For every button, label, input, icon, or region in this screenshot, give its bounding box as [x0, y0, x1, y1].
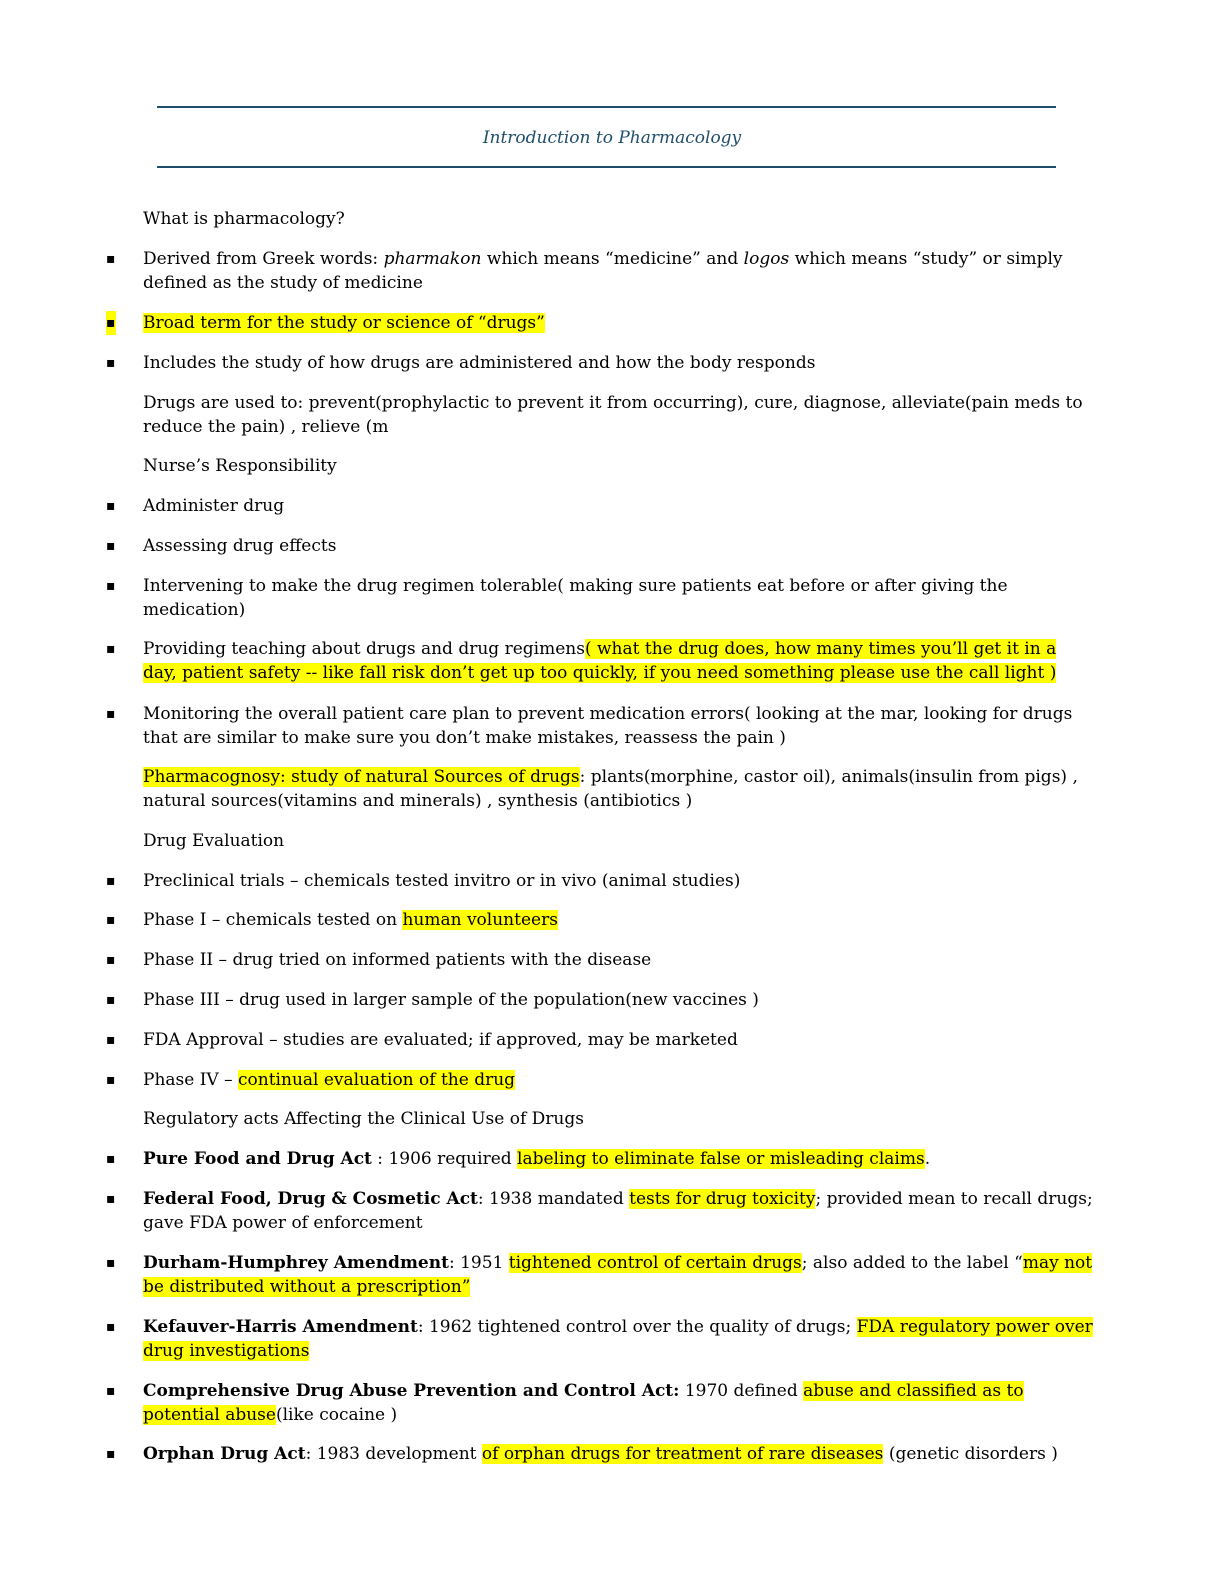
list-item-greek-origin: Derived from Greek words: pharmakon which means “medicine” and logos which means “study” or simply [143, 249, 1063, 269]
paragraph-pharmacognosy-cont: natural sources(vitamins and minerals) , synthesis (antibiotics ) [143, 791, 693, 811]
list-item-assessing: Assessing drug effects [143, 536, 337, 556]
list-item-federal-act-cont: gave FDA power of enforcement [143, 1213, 423, 1233]
heading-drug-evaluation: Drug Evaluation [143, 831, 285, 851]
bullet-marker: ▪ [106, 873, 116, 889]
bullet-marker: ▪ [106, 1191, 116, 1207]
list-item-includes: Includes the study of how drugs are administered and how the body responds [143, 353, 816, 373]
heading-regulatory-acts: Regulatory acts Affecting the Clinical Use of Drugs [143, 1109, 584, 1129]
list-item-phase-3: Phase III – drug used in larger sample of the population(new vaccines ) [143, 990, 759, 1010]
list-item-federal-act: Federal Food, Drug & Cosmetic Act: 1938 mandated tests for drug toxicity; provided mean to recall drugs; [143, 1189, 1093, 1209]
paragraph-drugs-used: Drugs are used to: prevent(prophylactic to prevent it from occurring), cure, diagnose, alleviate(pain meds to [143, 393, 1083, 413]
bullet-marker: ▪ [106, 578, 116, 594]
list-item-kefauver-harris: Kefauver-Harris Amendment: 1962 tightened control over the quality of drugs; FDA regulatory power over [143, 1317, 1093, 1337]
list-item-monitoring-cont: that are similar to make sure you don’t make mistakes, reassess the pain ) [143, 728, 786, 748]
bullet-marker: ▪ [106, 1032, 116, 1048]
list-item-pure-food-act: Pure Food and Drug Act : 1906 required labeling to eliminate false or misleading claims. [143, 1149, 931, 1169]
document-title: Introduction to Pharmacology [482, 128, 742, 148]
list-item-preclinical: Preclinical trials – chemicals tested invitro or in vivo (animal studies) [143, 871, 741, 891]
list-item-intervening-cont: medication) [143, 600, 246, 620]
list-item-monitoring: Monitoring the overall patient care plan to prevent medication errors( looking at the mar, looking for drugs [143, 704, 1073, 724]
list-item-durham-humphrey: Durham-Humphrey Amendment: 1951 tightened control of certain drugs; also added to the label “may not [143, 1253, 1093, 1273]
list-item-comprehensive-act: Comprehensive Drug Abuse Prevention and Control Act: 1970 defined abuse and classified as to [143, 1381, 1024, 1401]
heading-what-is-pharmacology: What is pharmacology? [143, 209, 345, 229]
list-item-phase-1: Phase I – chemicals tested on human volunteers [143, 910, 558, 930]
bullet-marker: ▪ [106, 538, 116, 554]
paragraph-pharmacognosy: Pharmacognosy: study of natural Sources of drugs: plants(morphine, castor oil), animals(insulin from pigs) , [143, 767, 1078, 787]
bullet-marker: ▪ [106, 251, 116, 267]
list-item-greek-origin-cont: defined as the study of medicine [143, 273, 423, 293]
bullet-marker: ▪ [106, 641, 116, 657]
bullet-marker: ▪ [106, 992, 116, 1008]
bullet-marker: ▪ [106, 952, 116, 968]
bullet-marker: ▪ [106, 1255, 116, 1271]
header-rule-bottom [157, 166, 1056, 168]
bullet-marker: ▪ [106, 1319, 116, 1335]
bullet-marker: ▪ [106, 1446, 116, 1462]
heading-nurse-responsibility: Nurse’s Responsibility [143, 456, 337, 476]
list-item-comprehensive-act-cont: potential abuse(like cocaine ) [143, 1405, 398, 1425]
list-item-broad-term: Broad term for the study or science of “drugs” [143, 313, 545, 333]
list-item-orphan-drug-act: Orphan Drug Act: 1983 development of orphan drugs for treatment of rare diseases (genetic disorders ) [143, 1444, 1058, 1464]
list-item-phase-2: Phase II – drug tried on informed patients with the disease [143, 950, 652, 970]
bullet-marker: ▪ [106, 355, 116, 371]
list-item-teaching: Providing teaching about drugs and drug regimens( what the drug does, how many times you’ll get it in a [143, 639, 1057, 659]
bullet-marker: ▪ [106, 912, 116, 928]
bullet-marker: ▪ [106, 498, 116, 514]
list-item-durham-humphrey-cont: be distributed without a prescription” [143, 1277, 471, 1297]
bullet-marker: ▪ [106, 311, 116, 335]
list-item-fda-approval: FDA Approval – studies are evaluated; if approved, may be marketed [143, 1030, 738, 1050]
bullet-marker: ▪ [106, 706, 116, 722]
list-item-administer: Administer drug [143, 496, 285, 516]
bullet-marker: ▪ [106, 1151, 116, 1167]
list-item-teaching-cont: day, patient safety -- like fall risk don’t get up too quickly, if you need something please use the call light ) [143, 663, 1057, 683]
bullet-marker: ▪ [106, 1072, 116, 1088]
paragraph-drugs-used-cont: reduce the pain) , relieve (m [143, 417, 389, 437]
list-item-phase-4: Phase IV – continual evaluation of the drug [143, 1070, 516, 1090]
bullet-marker: ▪ [106, 1383, 116, 1399]
list-item-intervening: Intervening to make the drug regimen tolerable( making sure patients eat before or after giving the [143, 576, 1008, 596]
header-rule-top [157, 106, 1056, 108]
list-item-kefauver-harris-cont: drug investigations [143, 1341, 310, 1361]
